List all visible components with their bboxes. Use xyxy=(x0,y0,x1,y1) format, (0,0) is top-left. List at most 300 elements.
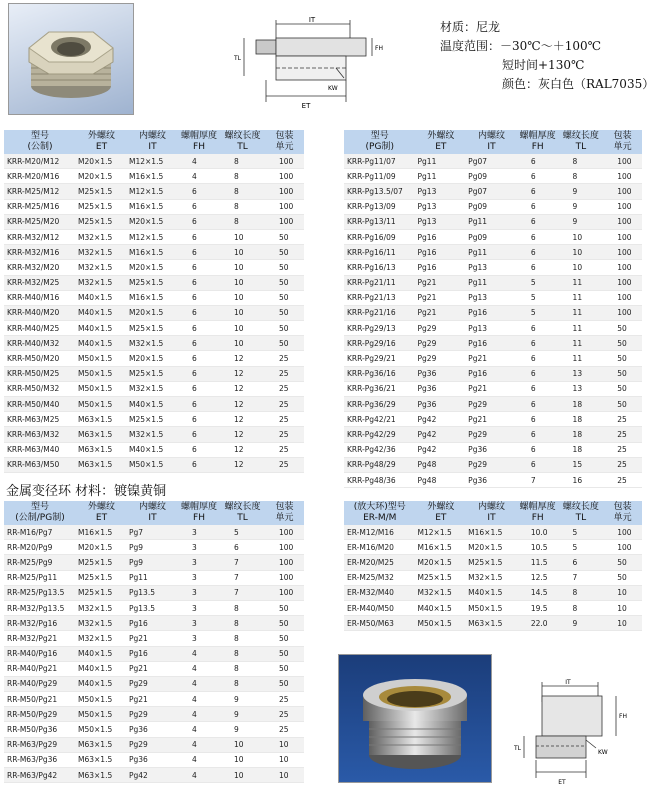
value-cell: 6 xyxy=(517,397,559,412)
value-cell: Pg16 xyxy=(466,366,517,381)
value-cell: M40×1.5 xyxy=(127,442,178,457)
value-cell: 25 xyxy=(603,472,642,487)
model-cell: KRR-Pg42/29 xyxy=(344,427,416,442)
value-cell: 100 xyxy=(265,169,304,184)
column-header xyxy=(4,501,76,525)
table-row xyxy=(4,585,304,600)
product-photo-brass-reducer xyxy=(338,654,492,783)
value-cell: 25 xyxy=(265,692,304,707)
value-cell: 7 xyxy=(559,570,604,585)
value-cell: 10.0 xyxy=(517,525,559,540)
value-cell: 6 xyxy=(178,397,220,412)
value-cell: Pg16 xyxy=(416,260,467,275)
value-cell: M40×1.5 xyxy=(76,336,127,351)
value-cell: 3 xyxy=(178,570,220,585)
model-cell: RR-M63/Pg29 xyxy=(4,737,76,752)
value-cell: 50 xyxy=(603,381,642,396)
value-cell: 6 xyxy=(517,427,559,442)
value-cell: 12 xyxy=(220,366,265,381)
table-row xyxy=(4,427,304,442)
table-row xyxy=(4,707,304,722)
table-row xyxy=(4,525,304,540)
value-cell: M12×1.5 xyxy=(127,154,178,169)
value-cell: 6 xyxy=(517,457,559,472)
value-cell: Pg16 xyxy=(466,305,517,320)
value-cell: Pg48 xyxy=(416,457,467,472)
model-cell: KRR-Pg21/13 xyxy=(344,290,416,305)
value-cell: M20×1.5 xyxy=(76,540,127,555)
model-cell: KRR-Pg13.5/07 xyxy=(344,184,416,199)
table-row xyxy=(344,472,642,487)
value-cell: 50 xyxy=(265,661,304,676)
column-header-sub: 单元 xyxy=(275,142,294,152)
value-cell: M32×1.5 xyxy=(76,275,127,290)
column-header-title: 螺纹长度 xyxy=(224,502,261,512)
value-cell: 100 xyxy=(603,199,642,214)
column-header-title: 螺纹长度 xyxy=(562,502,599,512)
table-row xyxy=(344,570,642,585)
column-header-title: 型号 xyxy=(30,131,49,141)
value-cell: Pg9 xyxy=(127,540,178,555)
value-cell: Pg21 xyxy=(127,661,178,676)
model-cell: KRR-Pg29/13 xyxy=(344,321,416,336)
model-cell: RR-M50/Pg21 xyxy=(4,692,76,707)
model-cell: RR-M40/Pg16 xyxy=(4,646,76,661)
column-header-sub: FH xyxy=(193,142,205,152)
value-cell: 100 xyxy=(603,184,642,199)
value-cell: Pg07 xyxy=(466,184,517,199)
value-cell: Pg11 xyxy=(466,214,517,229)
value-cell: M40×1.5 xyxy=(466,585,517,600)
column-header-sub: (公制) xyxy=(27,142,53,152)
table-row xyxy=(4,570,304,585)
table-row xyxy=(4,275,304,290)
column-header xyxy=(517,130,559,154)
column-header xyxy=(127,130,178,154)
value-cell: M40×1.5 xyxy=(76,290,127,305)
column-header xyxy=(517,501,559,525)
value-cell: M25×1.5 xyxy=(76,199,127,214)
column-header-title: 包装 xyxy=(613,502,632,512)
value-cell: M40×1.5 xyxy=(76,676,127,691)
value-cell: 6 xyxy=(178,305,220,320)
value-cell: 12 xyxy=(220,412,265,427)
spec-color: 颜色：灰白色（RAL7035） xyxy=(502,77,654,91)
value-cell: 100 xyxy=(603,229,642,244)
value-cell: 12 xyxy=(220,457,265,472)
column-header-sub: FH xyxy=(531,513,544,523)
model-cell: ER-M40/M50 xyxy=(344,600,416,615)
value-cell: M63×1.5 xyxy=(76,457,127,472)
table-row xyxy=(4,616,304,631)
value-cell: 9 xyxy=(559,214,604,229)
column-header-sub: ET xyxy=(95,513,108,523)
value-cell: 11 xyxy=(559,305,604,320)
column-header-title: 外螺纹 xyxy=(427,131,455,141)
value-cell: 9 xyxy=(220,692,265,707)
table-row xyxy=(4,397,304,412)
column-header-sub: (PG制) xyxy=(365,142,394,152)
value-cell: M63×1.5 xyxy=(76,737,127,752)
value-cell: 50 xyxy=(603,336,642,351)
value-cell: Pg16 xyxy=(466,336,517,351)
value-cell: 3 xyxy=(178,631,220,646)
nylon-reducer-illustration xyxy=(9,4,133,114)
model-cell: KRR-M40/M25 xyxy=(4,321,76,336)
value-cell: Pg9 xyxy=(127,555,178,570)
column-header-title: 包装 xyxy=(275,131,294,141)
value-cell: 50 xyxy=(603,397,642,412)
value-cell: M40×1.5 xyxy=(76,305,127,320)
table-row xyxy=(4,555,304,570)
value-cell: 50 xyxy=(603,351,642,366)
value-cell: 6 xyxy=(178,245,220,260)
column-header xyxy=(220,130,265,154)
model-cell: KRR-M50/M25 xyxy=(4,366,76,381)
value-cell: Pg36 xyxy=(466,442,517,457)
value-cell: 25 xyxy=(265,397,304,412)
model-cell: KRR-Pg36/29 xyxy=(344,397,416,412)
table-row xyxy=(344,366,642,381)
column-header-title: 内螺纹 xyxy=(138,131,166,141)
value-cell: 13 xyxy=(559,366,604,381)
table-row xyxy=(344,245,642,260)
value-cell: 3 xyxy=(178,555,220,570)
value-cell: Pg36 xyxy=(416,381,467,396)
table-row xyxy=(344,540,642,555)
value-cell: M50×1.5 xyxy=(76,366,127,381)
value-cell: M63×1.5 xyxy=(76,768,127,783)
value-cell: 16 xyxy=(559,472,604,487)
value-cell: M32×1.5 xyxy=(416,585,467,600)
table-nylon-metric xyxy=(4,130,304,473)
model-cell: ER-M20/M25 xyxy=(344,555,416,570)
column-header-sub: 单元 xyxy=(613,142,632,152)
value-cell: 50 xyxy=(603,366,642,381)
value-cell: 25 xyxy=(603,457,642,472)
value-cell: M25×1.5 xyxy=(127,321,178,336)
value-cell: Pg11 xyxy=(466,275,517,290)
value-cell: Pg48 xyxy=(416,472,467,487)
value-cell: 6 xyxy=(178,214,220,229)
value-cell: M16×1.5 xyxy=(127,199,178,214)
value-cell: 11 xyxy=(559,290,604,305)
value-cell: 100 xyxy=(603,275,642,290)
model-cell: KRR-M20/M12 xyxy=(4,154,76,169)
model-cell: RR-M25/Pg9 xyxy=(4,555,76,570)
value-cell: M50×1.5 xyxy=(76,397,127,412)
value-cell: 10 xyxy=(603,585,642,600)
label-kw: KW xyxy=(328,85,338,92)
value-cell: Pg21 xyxy=(416,305,467,320)
value-cell: 10 xyxy=(220,229,265,244)
value-cell: Pg13 xyxy=(466,290,517,305)
value-cell: 6 xyxy=(517,245,559,260)
value-cell: M63×1.5 xyxy=(76,752,127,767)
value-cell: M32×1.5 xyxy=(127,427,178,442)
model-cell: KRR-Pg21/11 xyxy=(344,275,416,290)
model-cell: KRR-M40/M20 xyxy=(4,305,76,320)
value-cell: 25 xyxy=(603,442,642,457)
value-cell: M32×1.5 xyxy=(466,570,517,585)
column-header xyxy=(127,501,178,525)
value-cell: 11 xyxy=(559,275,604,290)
table-row xyxy=(344,275,642,290)
model-cell: KRR-M25/M16 xyxy=(4,199,76,214)
model-cell: ER-M32/M40 xyxy=(344,585,416,600)
value-cell: Pg11 xyxy=(416,169,467,184)
value-cell: 6 xyxy=(517,260,559,275)
value-cell: 10 xyxy=(220,290,265,305)
model-cell: RR-M50/Pg36 xyxy=(4,722,76,737)
value-cell: 14.5 xyxy=(517,585,559,600)
value-cell: 13 xyxy=(559,381,604,396)
value-cell: 4 xyxy=(178,676,220,691)
table-row xyxy=(4,290,304,305)
value-cell: 9 xyxy=(220,722,265,737)
column-header xyxy=(603,501,642,525)
value-cell: Pg36 xyxy=(127,722,178,737)
column-header xyxy=(4,130,76,154)
model-cell: KRR-Pg16/11 xyxy=(344,245,416,260)
value-cell: 8 xyxy=(220,646,265,661)
dimension-diagram-top xyxy=(232,16,382,116)
spec-temp-short: 短时间+130℃ xyxy=(502,58,585,72)
table-row xyxy=(344,555,642,570)
value-cell: 100 xyxy=(265,555,304,570)
model-cell: KRR-Pg29/16 xyxy=(344,336,416,351)
value-cell: M16×1.5 xyxy=(466,525,517,540)
value-cell: M32×1.5 xyxy=(127,381,178,396)
value-cell: 100 xyxy=(603,169,642,184)
model-cell: KRR-M20/M16 xyxy=(4,169,76,184)
column-header-title: 型号 xyxy=(30,502,49,512)
table-row xyxy=(4,169,304,184)
value-cell: 25 xyxy=(265,707,304,722)
value-cell: 25 xyxy=(265,457,304,472)
value-cell: M50×1.5 xyxy=(466,600,517,615)
table-row xyxy=(4,540,304,555)
value-cell: 10.5 xyxy=(517,540,559,555)
value-cell: 5 xyxy=(220,525,265,540)
value-cell: 6 xyxy=(517,169,559,184)
table-row xyxy=(4,600,304,615)
value-cell: M50×1.5 xyxy=(76,707,127,722)
value-cell: 6 xyxy=(178,351,220,366)
value-cell: 10 xyxy=(559,229,604,244)
value-cell: 100 xyxy=(603,290,642,305)
column-header-title: (放大环)型号 xyxy=(353,502,406,512)
value-cell: 12 xyxy=(220,427,265,442)
table-row xyxy=(344,397,642,412)
table-row xyxy=(4,305,304,320)
value-cell: Pg11 xyxy=(127,570,178,585)
value-cell: 25 xyxy=(265,366,304,381)
value-cell: M40×1.5 xyxy=(76,646,127,661)
value-cell: Pg07 xyxy=(466,154,517,169)
value-cell: 8 xyxy=(559,585,604,600)
value-cell: Pg11 xyxy=(416,154,467,169)
table-row xyxy=(4,737,304,752)
table-row xyxy=(344,199,642,214)
value-cell: 8 xyxy=(220,676,265,691)
table-header-row xyxy=(4,130,304,154)
value-cell: M12×1.5 xyxy=(416,525,467,540)
value-cell: 6 xyxy=(178,412,220,427)
table-header-row xyxy=(344,130,642,154)
column-header-sub: TL xyxy=(575,513,587,523)
value-cell: 6 xyxy=(517,154,559,169)
table-row xyxy=(4,260,304,275)
model-cell: RR-M40/Pg29 xyxy=(4,676,76,691)
value-cell: Pg36 xyxy=(416,397,467,412)
table-row xyxy=(4,351,304,366)
model-cell: KRR-Pg36/21 xyxy=(344,381,416,396)
value-cell: 100 xyxy=(603,525,642,540)
value-cell: 4 xyxy=(178,661,220,676)
value-cell: Pg29 xyxy=(127,737,178,752)
value-cell: 100 xyxy=(265,525,304,540)
value-cell: M40×1.5 xyxy=(416,600,467,615)
value-cell: 7 xyxy=(517,472,559,487)
column-header xyxy=(344,501,416,525)
value-cell: Pg21 xyxy=(127,631,178,646)
label-tl-bottom: TL xyxy=(514,745,522,752)
value-cell: M12×1.5 xyxy=(127,184,178,199)
value-cell: 9 xyxy=(559,184,604,199)
value-cell: 10 xyxy=(220,305,265,320)
value-cell: 4 xyxy=(178,692,220,707)
value-cell: 100 xyxy=(603,540,642,555)
value-cell: 4 xyxy=(178,737,220,752)
value-cell: 10 xyxy=(603,600,642,615)
value-cell: 18 xyxy=(559,412,604,427)
value-cell: Pg13 xyxy=(416,199,467,214)
value-cell: 5 xyxy=(517,305,559,320)
value-cell: 50 xyxy=(265,229,304,244)
value-cell: Pg36 xyxy=(466,472,517,487)
value-cell: M16×1.5 xyxy=(76,525,127,540)
value-cell: Pg11 xyxy=(466,245,517,260)
model-cell: KRR-M63/M25 xyxy=(4,412,76,427)
model-cell: KRR-M32/M25 xyxy=(4,275,76,290)
table-row xyxy=(344,427,642,442)
value-cell: M63×1.5 xyxy=(76,442,127,457)
value-cell: 100 xyxy=(265,585,304,600)
column-header xyxy=(416,501,467,525)
model-cell: RR-M40/Pg21 xyxy=(4,661,76,676)
column-header xyxy=(178,501,220,525)
value-cell: M40×1.5 xyxy=(127,397,178,412)
column-header-sub: 单元 xyxy=(613,513,632,523)
value-cell: 100 xyxy=(265,184,304,199)
value-cell: 8 xyxy=(220,661,265,676)
value-cell: 8 xyxy=(559,600,604,615)
value-cell: M25×1.5 xyxy=(127,366,178,381)
value-cell: 8 xyxy=(220,214,265,229)
column-header-title: 内螺纹 xyxy=(138,502,166,512)
table-row xyxy=(4,631,304,646)
model-cell: RR-M32/Pg21 xyxy=(4,631,76,646)
table-row xyxy=(344,290,642,305)
column-header xyxy=(559,130,604,154)
model-cell: KRR-Pg36/16 xyxy=(344,366,416,381)
value-cell: M40×1.5 xyxy=(76,321,127,336)
value-cell: Pg36 xyxy=(127,752,178,767)
value-cell: Pg42 xyxy=(416,442,467,457)
table-row xyxy=(4,321,304,336)
value-cell: Pg13 xyxy=(416,184,467,199)
model-cell: KRR-M32/M20 xyxy=(4,260,76,275)
value-cell: 19.5 xyxy=(517,600,559,615)
value-cell: 6 xyxy=(178,336,220,351)
value-cell: Pg13 xyxy=(466,260,517,275)
model-cell: RR-M25/Pg11 xyxy=(4,570,76,585)
table-nylon-pg xyxy=(344,130,642,488)
column-header-title: 内螺纹 xyxy=(477,131,505,141)
table-row xyxy=(4,199,304,214)
column-header-sub: FH xyxy=(193,513,205,523)
model-cell: KRR-Pg11/07 xyxy=(344,154,416,169)
column-header-sub: ET xyxy=(95,142,108,152)
column-header-sub: IT xyxy=(148,142,157,152)
value-cell: 50 xyxy=(265,290,304,305)
value-cell: 7 xyxy=(220,585,265,600)
value-cell: 10 xyxy=(265,737,304,752)
model-cell: ER-M16/M20 xyxy=(344,540,416,555)
value-cell: 3 xyxy=(178,616,220,631)
model-cell: RR-M16/Pg7 xyxy=(4,525,76,540)
model-cell: KRR-Pg13/09 xyxy=(344,199,416,214)
value-cell: M20×1.5 xyxy=(127,305,178,320)
value-cell: 25 xyxy=(603,427,642,442)
model-cell: KRR-Pg48/36 xyxy=(344,472,416,487)
value-cell: 4 xyxy=(178,154,220,169)
value-cell: M50×1.5 xyxy=(76,722,127,737)
model-cell: KRR-M63/M32 xyxy=(4,427,76,442)
value-cell: M50×1.5 xyxy=(76,351,127,366)
column-header-sub: IT xyxy=(487,142,496,152)
column-header-title: 外螺纹 xyxy=(87,131,115,141)
value-cell: 5 xyxy=(559,540,604,555)
table-row xyxy=(344,229,642,244)
value-cell: M16×1.5 xyxy=(127,290,178,305)
value-cell: 8 xyxy=(220,600,265,615)
value-cell: 6 xyxy=(517,336,559,351)
value-cell: M16×1.5 xyxy=(127,169,178,184)
value-cell: 6 xyxy=(178,290,220,305)
table-row xyxy=(4,336,304,351)
model-cell: ER-M25/M32 xyxy=(344,570,416,585)
value-cell: 9 xyxy=(220,707,265,722)
value-cell: M32×1.5 xyxy=(76,245,127,260)
value-cell: 50 xyxy=(265,646,304,661)
value-cell: Pg16 xyxy=(127,616,178,631)
value-cell: 11 xyxy=(559,321,604,336)
value-cell: M32×1.5 xyxy=(76,260,127,275)
value-cell: 100 xyxy=(265,570,304,585)
column-header-title: 型号 xyxy=(370,131,389,141)
value-cell: 10 xyxy=(220,752,265,767)
value-cell: M12×1.5 xyxy=(127,229,178,244)
label-it-bottom: IT xyxy=(565,679,571,686)
value-cell: Pg21 xyxy=(466,351,517,366)
value-cell: 25 xyxy=(265,427,304,442)
label-fh-bottom: FH xyxy=(619,713,627,720)
material-specs xyxy=(440,18,654,94)
model-cell: KRR-M32/M12 xyxy=(4,229,76,244)
model-cell: ER-M50/M63 xyxy=(344,616,416,631)
